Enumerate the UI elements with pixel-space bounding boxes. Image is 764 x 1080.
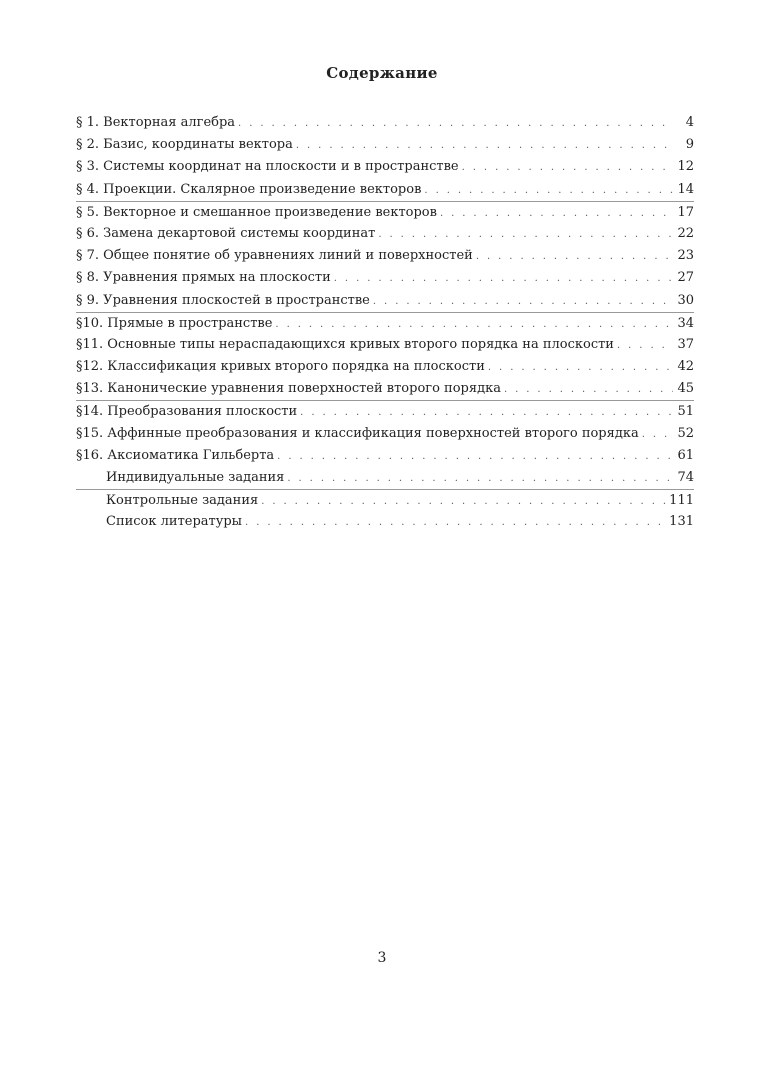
toc-entry[interactable] bbox=[76, 267, 694, 289]
table-of-contents bbox=[76, 112, 694, 534]
toc-entry-page: 27 bbox=[677, 270, 694, 286]
toc-leader-dots bbox=[277, 446, 673, 468]
toc-leader-dots bbox=[440, 203, 673, 225]
toc-leader-dots bbox=[424, 180, 673, 202]
toc-entry-label: §12. Классификация кривых второго порядка на плоскости bbox=[76, 359, 485, 375]
toc-leader-dots bbox=[334, 268, 673, 290]
toc-entry-label: § 1. Векторная алгебра bbox=[76, 115, 236, 130]
toc-entry-page: 131 bbox=[669, 514, 694, 530]
toc-entry-label: Контрольные задания bbox=[106, 493, 259, 509]
toc-entry[interactable] bbox=[76, 179, 694, 201]
toc-entry[interactable] bbox=[76, 312, 694, 334]
toc-title: Содержание bbox=[326, 64, 438, 82]
toc-leader-dots bbox=[275, 314, 673, 336]
toc-entry-label: § 6. Замена декартовой системы координат bbox=[76, 225, 376, 241]
toc-entry[interactable] bbox=[76, 156, 694, 178]
toc-entry[interactable] bbox=[76, 201, 694, 223]
toc-entry-label: §15. Аффинные преобразования и классификация поверхностей второго порядка bbox=[76, 425, 639, 441]
toc-entry-label: Список литературы bbox=[106, 514, 243, 530]
toc-leader-dots bbox=[476, 246, 673, 268]
toc-entry-page: 30 bbox=[677, 292, 694, 308]
toc-entry-page: 51 bbox=[677, 404, 694, 420]
toc-entry-label: § 7. Общее понятие об уравнениях линий и поверхностей bbox=[76, 248, 473, 264]
toc-entry-page: 45 bbox=[677, 381, 694, 397]
toc-entry[interactable] bbox=[76, 134, 694, 156]
toc-leader-dots bbox=[287, 468, 673, 490]
toc-leader-dots bbox=[296, 135, 673, 157]
toc-entry[interactable] bbox=[76, 290, 694, 312]
toc-entry-page: 14 bbox=[677, 181, 694, 197]
toc-leader-dots bbox=[617, 335, 673, 357]
toc-leader-dots bbox=[238, 113, 673, 135]
toc-entry[interactable] bbox=[76, 467, 694, 489]
toc-entry[interactable] bbox=[76, 356, 694, 378]
toc-entry-page: 37 bbox=[677, 336, 694, 352]
toc-entry-label: §10. Прямые в пространстве bbox=[76, 315, 273, 331]
toc-leader-dots bbox=[378, 224, 673, 246]
toc-entry-label: Индивидуальные задания bbox=[106, 470, 285, 485]
toc-entry-page: 74 bbox=[677, 470, 694, 485]
toc-entry-page: 34 bbox=[677, 315, 694, 331]
toc-entry[interactable] bbox=[76, 423, 694, 445]
toc-leader-dots bbox=[462, 157, 673, 179]
toc-entry-label: § 5. Векторное и смешанное произведение векторов bbox=[76, 204, 437, 220]
toc-entry-label: §16. Аксиоматика Гильберта bbox=[76, 447, 275, 463]
toc-entry-label: § 4. Проекции. Скалярное произведение векторов bbox=[76, 181, 422, 197]
toc-entry-label: §11. Основные типы нераспадающихся кривых второго порядка на плоскости bbox=[76, 336, 614, 352]
toc-entry-page: 42 bbox=[677, 359, 694, 375]
toc-entry-label: § 8. Уравнения прямых на плоскости bbox=[76, 270, 331, 286]
toc-entry[interactable] bbox=[76, 511, 694, 533]
toc-entry[interactable] bbox=[76, 400, 694, 422]
toc-entry-label: § 9. Уравнения плоскостей в пространстве bbox=[76, 292, 370, 308]
page-number: 3 bbox=[377, 950, 387, 966]
toc-leader-dots bbox=[504, 379, 673, 401]
toc-leader-dots bbox=[300, 402, 673, 424]
toc-leader-dots bbox=[245, 512, 666, 534]
toc-entry[interactable] bbox=[76, 489, 694, 511]
toc-entry[interactable] bbox=[76, 245, 694, 267]
toc-entry-page: 111 bbox=[669, 493, 694, 509]
toc-entry-page: 9 bbox=[685, 137, 694, 153]
toc-entry-label: § 3. Системы координат на плоскости и в пространстве bbox=[76, 159, 459, 175]
toc-leader-dots bbox=[261, 491, 666, 513]
toc-entry[interactable] bbox=[76, 334, 694, 356]
toc-entry-page: 12 bbox=[677, 159, 694, 175]
toc-entry-page: 4 bbox=[685, 115, 694, 130]
toc-entry[interactable] bbox=[76, 445, 694, 467]
toc-leader-dots bbox=[488, 357, 673, 379]
toc-entry-page: 52 bbox=[677, 425, 694, 441]
toc-entry-label: §13. Канонические уравнения поверхностей второго порядка bbox=[76, 381, 501, 397]
toc-entry-page: 61 bbox=[677, 447, 694, 463]
toc-entry[interactable] bbox=[76, 112, 694, 134]
toc-entry[interactable] bbox=[76, 378, 694, 400]
toc-entry-page: 22 bbox=[677, 225, 694, 241]
toc-entry[interactable] bbox=[76, 223, 694, 245]
toc-entry-label: § 2. Базис, координаты вектора bbox=[76, 137, 293, 153]
toc-entry-page: 17 bbox=[677, 204, 694, 220]
toc-leader-dots bbox=[373, 291, 673, 313]
toc-leader-dots bbox=[642, 424, 673, 446]
toc-entry-page: 23 bbox=[677, 248, 694, 264]
toc-entry-label: §14. Преобразования плоскости bbox=[76, 404, 298, 420]
